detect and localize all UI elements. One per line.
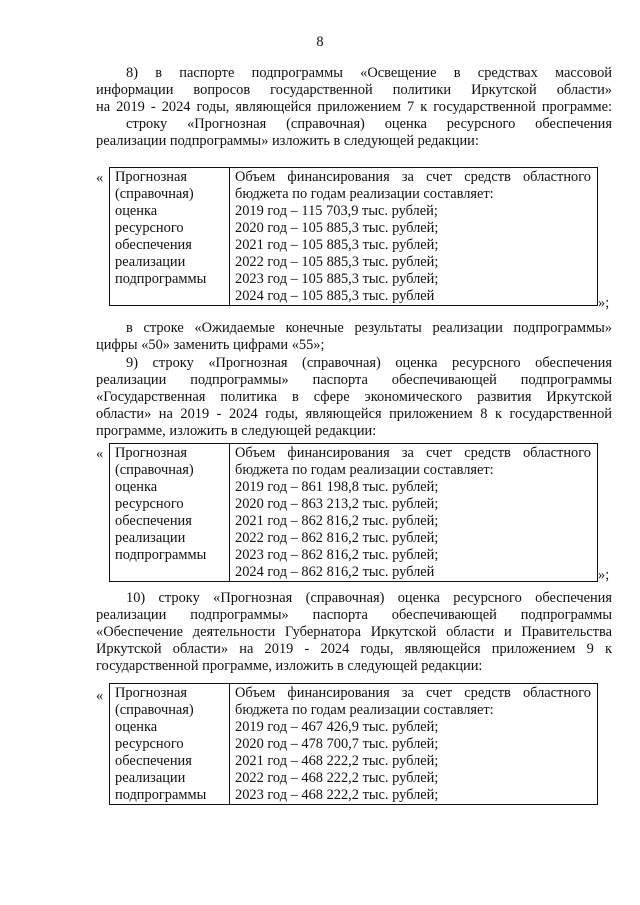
year-row: 2021 год – 862 816,2 тыс. рублей; (235, 513, 439, 529)
text-line: в строке «Ожидаемые конечные результаты реализации подпрограммы» (126, 320, 612, 336)
text-line: на 2019 - 2024 годы, являющейся приложением 7 к государственной программе: (96, 99, 612, 115)
year-row: 2022 год – 105 885,3 тыс. рублей; (235, 254, 439, 270)
header-line: Объем финансирования за счет средств областного (235, 685, 591, 701)
quote-open: « (96, 170, 104, 186)
table-label-cell (110, 684, 230, 805)
label-line: подпрограммы (115, 787, 207, 803)
year-row: 2023 год – 468 222,2 тыс. рублей; (235, 787, 439, 803)
header-line: Объем финансирования за счет средств областного (235, 169, 591, 185)
quote-close: »; (598, 567, 610, 583)
text-line: реализации подпрограммы» изложить в следующей редакции: (96, 133, 479, 149)
label-line: реализации (115, 770, 186, 786)
year-row: 2024 год – 862 816,2 тыс. рублей (235, 564, 435, 580)
item10-paragraph (96, 590, 612, 675)
header-line: Объем финансирования за счет средств областного (235, 445, 591, 461)
label-line: Прогнозная (115, 685, 187, 701)
table-label-cell (110, 444, 230, 582)
year-row: 2019 год – 467 426,9 тыс. рублей; (235, 719, 439, 735)
label-line: оценка (115, 479, 158, 495)
item8-tail-paragraph (96, 320, 612, 354)
year-row: 2024 год – 105 885,3 тыс. рублей (235, 288, 435, 304)
label-line: реализации (115, 530, 186, 546)
year-row: 2021 год – 105 885,3 тыс. рублей; (235, 237, 439, 253)
year-row: 2023 год – 862 816,2 тыс. рублей; (235, 547, 439, 563)
year-row: 2023 год – 105 885,3 тыс. рублей; (235, 271, 439, 287)
text-line: государственной программе, изложить в следующей редакции: (96, 658, 483, 674)
text-line: «Обеспечение деятельности Губернатора Иркутской области и Правительства (96, 624, 612, 640)
label-line: ресурсного (115, 220, 184, 236)
label-line: ресурсного (115, 736, 184, 752)
item8-paragraph (96, 65, 612, 150)
label-line: подпрограммы (115, 271, 207, 287)
label-line: (справочная) (115, 186, 194, 202)
text-line: Иркутской области» на 2019 - 2024 годы, являющейся приложением 9 к (96, 641, 612, 657)
header-line: бюджета по годам реализации составляет: (235, 186, 494, 202)
quote-close: »; (598, 295, 610, 311)
text-line: цифры «50» заменить цифрами «55»; (96, 337, 325, 353)
page-number: 8 (316, 34, 324, 50)
text-line: 10) строку «Прогнозная (справочная) оценка ресурсного обеспечения (126, 590, 612, 606)
label-line: (справочная) (115, 462, 194, 478)
year-row: 2021 год – 468 222,2 тыс. рублей; (235, 753, 439, 769)
label-line: ресурсного (115, 496, 184, 512)
table-value-cell (230, 168, 598, 306)
text-line: 9) строку «Прогнозная (справочная) оценка ресурсного обеспечения (126, 355, 612, 371)
table-value-cell (230, 684, 598, 805)
text-line: «Государственная политика в сфере экономического развития Иркутской (96, 389, 612, 405)
text-line: программе, изложить в следующей редакции: (96, 423, 377, 439)
text-line: информации вопросов государственной политики Иркутской области» (96, 82, 612, 98)
quote-open: « (96, 446, 104, 462)
label-line: (справочная) (115, 702, 194, 718)
text-line: области» на 2019 - 2024 годы, являющейся приложением 8 к государственной (96, 406, 612, 422)
header-line: бюджета по годам реализации составляет: (235, 702, 494, 718)
year-row: 2019 год – 115 703,9 тыс. рублей; (235, 203, 438, 219)
text-line: строку «Прогнозная (справочная) оценка ресурсного обеспечения (126, 116, 612, 132)
label-line: Прогнозная (115, 169, 187, 185)
year-row: 2022 год – 862 816,2 тыс. рублей; (235, 530, 439, 546)
label-line: оценка (115, 719, 158, 735)
text-line: реализации подпрограммы» паспорта обеспечивающей подпрограммы (96, 607, 612, 623)
year-row: 2020 год – 105 885,3 тыс. рублей; (235, 220, 439, 236)
year-row: 2020 год – 478 700,7 тыс. рублей; (235, 736, 439, 752)
label-line: обеспечения (115, 237, 192, 253)
funding-table-3 (109, 683, 598, 805)
funding-table-2 (109, 443, 598, 582)
text-line: реализации подпрограммы» паспорта обеспечивающей подпрограммы (96, 372, 612, 388)
quote-open: « (96, 688, 104, 704)
label-line: обеспечения (115, 513, 192, 529)
label-line: реализации (115, 254, 186, 270)
table-value-cell (230, 444, 598, 582)
funding-table-1 (109, 167, 598, 306)
label-line: Прогнозная (115, 445, 187, 461)
header-line: бюджета по годам реализации составляет: (235, 462, 494, 478)
table-label-cell (110, 168, 230, 306)
text-line: 8) в паспорте подпрограммы «Освещение в средствах массовой (126, 65, 612, 81)
year-row: 2020 год – 863 213,2 тыс. рублей; (235, 496, 439, 512)
label-line: подпрограммы (115, 547, 207, 563)
label-line: обеспечения (115, 753, 192, 769)
label-line: оценка (115, 203, 158, 219)
year-row: 2019 год – 861 198,8 тыс. рублей; (235, 479, 439, 495)
year-row: 2022 год – 468 222,2 тыс. рублей; (235, 770, 439, 786)
item9-paragraph (96, 355, 612, 440)
